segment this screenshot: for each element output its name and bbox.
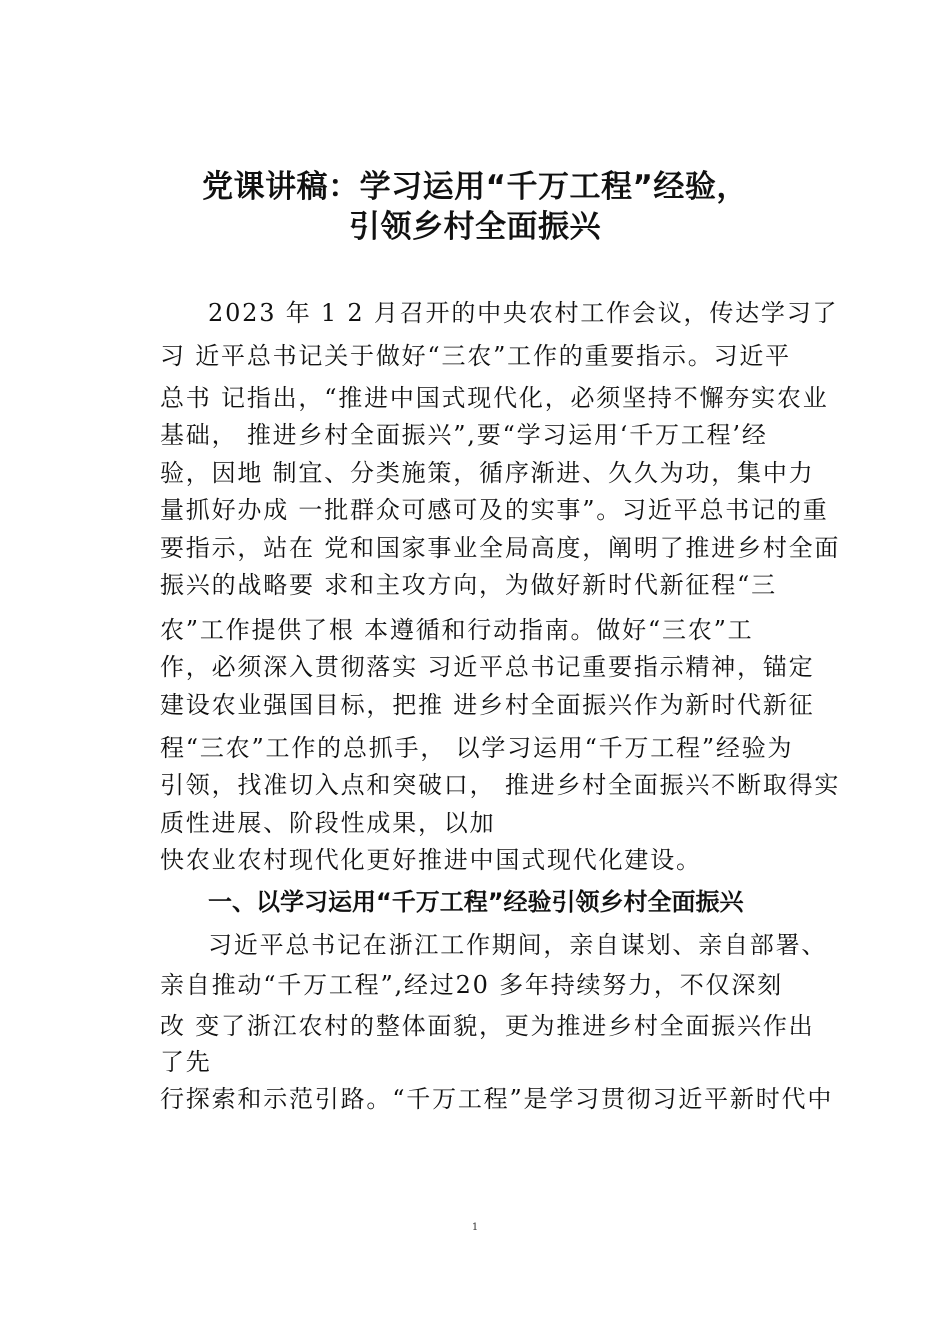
paragraph-1-line: 基础， 推进乡村全面振兴”,要“学习运用‘千万工程’经 [160,421,768,449]
paragraph-1-line: 程“三农”工作的总抓手， 以学习运用“千万工程”经验为 [160,734,794,762]
paragraph-1-line: 习 近平总书记关于做好“三农”工作的重要指示。习近平 [160,342,791,370]
paragraph-1-line: 作，必须深入贯彻落实 习近平总书记重要指示精神，锚定 [160,653,815,681]
paragraph-1-line: 快农业农村现代化更好推进中国式现代化建设。 [160,846,702,874]
paragraph-2-line: 亲自推动“千万工程”,经过20 多年持续努力，不仅深刻 [160,971,783,999]
paragraph-2-line: 行探索和示范引路。“千万工程”是学习贯彻习近平新时代中 [160,1085,834,1113]
paragraph-1-line: 农”工作提供了根 本遵循和行动指南。做好“三农”工 [160,616,754,644]
paragraph-1-line: 2023 年 1 2 月召开的中央农村工作会议，传达学习了 [208,299,839,327]
paragraph-1-line: 验，因地 制宜、分类施策，循序渐进、久久为功，集中力 [160,459,815,487]
paragraph-1-line: 量抓好办成 一批群众可感可及的实事”。习近平总书记的重 [160,496,829,524]
document-title-line-2: 引领乡村全面振兴 [349,209,601,245]
paragraph-1-line: 总书 记指出，“推进中国式现代化，必须坚持不懈夯实农业 [160,384,829,412]
paragraph-1-line: 建设农业强国目标，把推 进乡村全面振兴作为新时代新征 [160,691,815,719]
paragraph-1-line: 要指示，站在 党和国家事业全局高度，阐明了推进乡村全面 [160,534,841,562]
paragraph-2-line: 改 变了浙江农村的整体面貌，更为推进乡村全面振兴作出 [160,1012,815,1040]
page-number: 1 [471,1222,479,1233]
paragraph-1-line: 质性进展、阶段性成果，以加 [160,809,496,837]
section-heading-1: 一、以学习运用“千万工程”经验引领乡村全面振兴 [208,888,744,916]
document-title-line-1: 党课讲稿：学习运用“千万工程”经验， [202,169,748,205]
paragraph-1-line: 引领，找准切入点和突破口， 推进乡村全面振兴不断取得实 [160,771,841,799]
paragraph-2-line: 了先 [160,1048,212,1076]
paragraph-1-line: 振兴的战略要 求和主攻方向，为做好新时代新征程“三 [160,571,777,599]
paragraph-2-line: 习近平总书记在浙江工作期间，亲自谋划、亲自部署、 [208,931,828,959]
